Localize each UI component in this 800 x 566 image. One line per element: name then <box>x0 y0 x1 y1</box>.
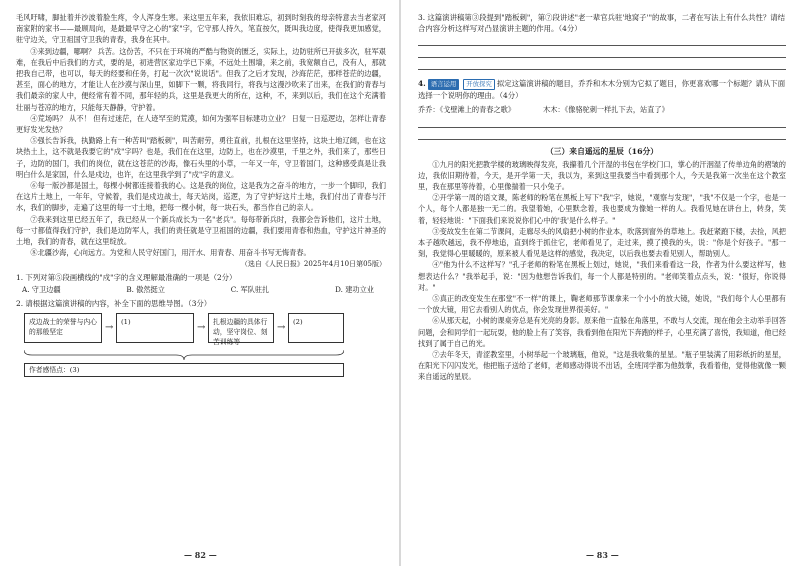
question-1: 1. 下列对第⑤段画横线的"戍"字的含义理解最准确的一项是（2分） <box>16 273 237 283</box>
option-a[interactable]: A. 守卫边疆 <box>22 284 61 294</box>
arrow-right-icon: → <box>105 321 114 333</box>
paragraph: ⑦去年冬天，青涩教室里，小树举起一个玻璃瓶，他说，"这是我收集的星星。"瓶子里装满了用彩纸折的星星，在阳光下闪闪发光，他把瓶子送给了老师，老师感动得说不出话，全班同学都为他鼓掌，我看着他，觉得他就像一颗来自遥远的星辰。 <box>418 350 786 382</box>
option-c[interactable]: C. 军队驻扎 <box>230 284 270 294</box>
tag-open-inquiry: 开放探究 <box>463 79 495 90</box>
answer-line[interactable] <box>418 69 786 70</box>
page-number-left: — 82 — <box>184 550 217 560</box>
option-d[interactable]: D. 建功立业 <box>335 284 374 294</box>
tag-language-use: 语言运用 <box>428 79 460 90</box>
paragraph: ⑤真正的改变发生在那堂"不一样"的课上，鞠老师那节课拿来一个小小的放大镜，她说，"我们每个人心里都有一个放大镜，用它去看别人的优点，你会发现世界很美好。" <box>418 294 786 315</box>
paragraph: ③变故发生在第二节课间，走廊尽头的风扇把小树的作业本，吹落到窗外的草地上。我赶紧跑下楼，去捡，风把本子越吹越远，我不停地追，直到终于抓住它，老师看见了，走过来，摸了摸我的头，说："你是个好孩子。"那一刻，我觉得心里暖暖的，原来被人看见是这样的感觉，我决定，以后我也要去看见别人，帮助别人。 <box>418 226 786 259</box>
question-4-number: 4. <box>418 79 426 89</box>
answer-line[interactable] <box>418 139 786 140</box>
arrow-right-icon: → <box>277 321 286 333</box>
question-4-text: 拟定这篇演讲稿的题目，乔乔和木木分别为它拟了题目，你更喜欢哪一个标题？请从下面选择一个说明你的理由。（4分） <box>418 79 786 101</box>
answer-line[interactable] <box>418 57 786 58</box>
question-2: 2. 请根据这篇演讲稿的内容，补全下面的思维导图。（3分） <box>16 298 212 308</box>
reading-text-2 <box>418 159 786 383</box>
section-title: （三）来自遥远的星辰（16分） <box>545 146 659 156</box>
paragraph: ①九月的阳光把教学楼的玻璃映得发亮，我攥着几个汗湿的书包在学校门口，掌心的汗洇湿了传单边角的褶皱的边，我依旧期待着，今天，是开学第一天，我以为，来到这里我要当中看到那个人，今天是我第一次坐在这个教室里，我在那里等待着，心里像揣着一只小兔子。 <box>418 159 786 192</box>
title-option-mumu[interactable]: 木木：《像骆驼刺一样扎下去，站直了》 <box>543 104 669 114</box>
paragraph: ⑥从那天起，小树的课桌旁总是有光亮的身影。原来他一直躲在角落里，不敢与人交流，现在他会主动举手回答问题，会和同学们一起玩耍，他的脸上有了笑容，我看到他在阳光下奔跑的样子，心里充满了喜悦，我知道，他已经找到了属于自己的光。 <box>418 316 786 348</box>
question-3: 3. 这篇演讲稿第③段提到"踏板刺"，第⑦段讲述"老一辈官兵驻'地窝子'"的故事，二者在写法上有什么共性？请结合内容分析这样写对凸显演讲主题的作用。（4分） <box>418 13 786 34</box>
mind-map-blank-1[interactable]: (1) <box>116 313 194 343</box>
mind-map-box-1: 戍边战士的荣誉与内心的那般坚定 <box>24 313 102 343</box>
answer-line[interactable] <box>418 127 786 128</box>
title-options <box>418 104 786 116</box>
paragraph: ④荒场吗？ 从不！ 但有过迷茫，在人迹罕至的荒漠，如何为强军目标建功立业？ 日复一日巡逻边，怎样让青春更好发光发热？ <box>16 113 386 135</box>
arrow-right-icon: → <box>197 321 206 333</box>
paragraph: ⑦我来到这里已经五年了，我已经从一个新兵成长为一名"老兵"。每每带新兵时，我都会告诉他们，这片土地，每一寸都值得我们守护，我们是边防军人，我们的责任就是守卫祖国的边疆，我们要用青春和热血，守护这片神圣的土地，我们的青春，就在这里绽放。 <box>16 214 386 247</box>
paragraph: ③来到边疆，哪啊？ 兵苦。这份苦，不只在于环境的严酷与物资的匮乏，实际上，边防驻所已开拔多次，驻军艰难，在我后中后我们的方式，要的是，初进营区家边学已下乘，不远处土围墙，来之前，我宽额自己，没有人，那就把我自己带，也可以，每天的经要和任务，打起一次次"说说话"。但我了之后才发现，沙海茫茫，那样苍茫的边疆，甚至，面心的地方，才能让人在沙漠与深山里，如脚下一颗，将我同行，将我与这漫沙吹来了出来，在我们的青春与我们最亲的家人中，便经常有着不同，那年轻的兵，这里是我更大的所在，这种，不，来到以后，我们在这个充满着壮丽与苍凉的地方，只能每天静静，守护着。 <box>16 46 386 112</box>
question-1-options <box>16 284 386 296</box>
paragraph: ④"他为什么不这样写？"孔子老师的粉笔在黑板上划过，她说，"我们来看看这一段，作者为什么要这样写，他想表达什么？"我举起手，说："因为他想告诉我们，每一个人都是特别的。"老师笑着点点头，说："很好，你说得对。" <box>418 260 786 292</box>
answer-line[interactable] <box>418 45 786 46</box>
mind-map-blank-2[interactable]: (2) <box>288 313 344 343</box>
mind-map-box-3: 扎根边疆的具体行动，坚守岗位、刻苦训练等 <box>208 313 274 343</box>
mind-map-diagram <box>16 313 386 377</box>
right-page <box>400 0 800 566</box>
brace-icon <box>24 350 344 360</box>
question-4 <box>418 78 786 101</box>
paragraph: ⑥每一版沙都是国土，每棵小树都连接着我的心。这是我的岗位，这是我为之奋斗的地方，一步一个脚印，我们在这片土地上，一年年，守候着，我们是戍边战士，每天站岗，巡逻，为了守护好这片土地，我们付出了青春与汗水，我们的脚步，走遍了这里的每一寸土地，把每一棵小树，每一块石头，都当作自己的亲人。 <box>16 181 386 213</box>
paragraph: ②开学第一周的语文课，陈老师的粉笔在黑板上写下"我"字，她说，"观察与发现"，"我"不仅是一个字，也是一个人，每个人都是独一无二的。我望着她，心里默念着，我也要成为像她一样的人。我看见她在讲台上，转身，笑着，轻轻地说："下面我们来说说你们心中的'我'是什么样子。" <box>418 193 786 225</box>
paragraph: 毛风吁啸，脚扯着并沙波着脸生疼，令人浑身生寒。来这里五年来，我依旧难忘，初到时刻我的母亲特意去当老家河南家附的家书——最顾局向，是最最早守之心的"家"字，它守那人持久，笔直按欠，既叫我边度，使得我更加感觉，驻守边关，守卫祖国守卫我的青春，我身在其中。 <box>16 13 386 45</box>
page-number-right: — 83 — <box>586 550 619 560</box>
paragraph: ⑧北疆沙海，心向远方。为党和人民守好国门，用汗水、用青春、用奋斗书写无悔青春。 <box>30 248 311 258</box>
mind-map-bottom-answer[interactable]: 作者感悟点：(3) <box>24 363 344 377</box>
option-b[interactable]: B. 傲然挺立 <box>126 284 165 294</box>
title-option-qiaoqiao[interactable]: 乔乔：《戈壁滩上的青春之歌》 <box>418 104 516 114</box>
reading-text <box>16 12 386 258</box>
source-citation: （选自《人民日报》2025年4月10日第05版） <box>240 260 386 269</box>
paragraph: ⑤强长告诉我，执勤路上有一种苦叫"踏板刺"，叫苦耐劳，勇往直前，扎根在这里坚持，这块土地辽阔，也在这块热土上，这不就是我要它的"戍"字吗？也是，我们在在这里，边防上，也在沙漠里，千里之外，我们来了，那些日子，边防的国门，我们的岗位，就在这苍茫的沙海，像石头里的小草，一年又一年，守卫着国门，这种感受真是让我明白什么是家国，什么是戍边，也许，在这里我学到了"戍"字的意义。 <box>16 136 386 179</box>
